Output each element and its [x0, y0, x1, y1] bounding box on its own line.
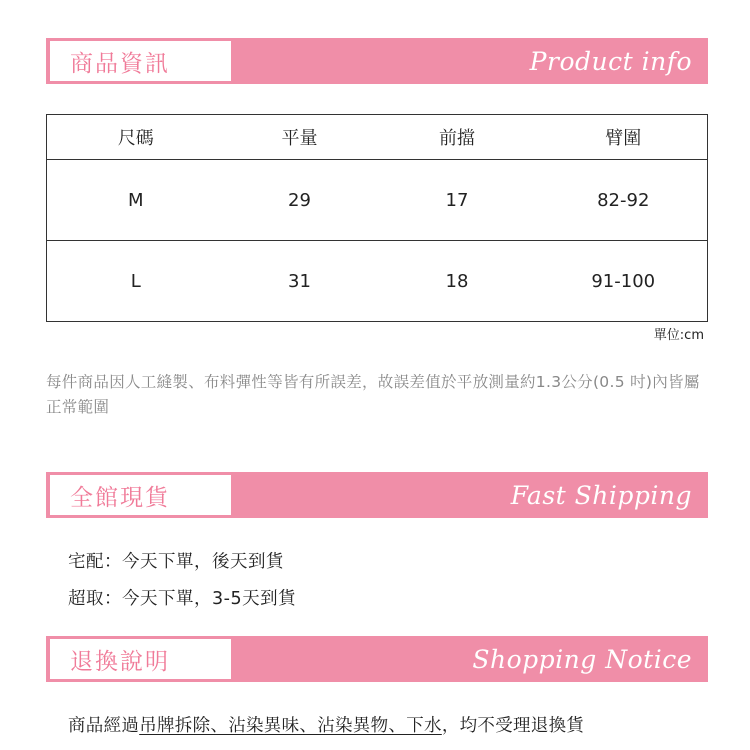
- measurement-note: 每件商品因人工縫製、布料彈性等皆有所誤差，故誤差值於平放測量約1.3公分(0.5 吋)內皆屬正常範圍: [46, 373, 700, 416]
- notice-banner: [46, 636, 708, 682]
- cell-hip: 91-100: [591, 270, 656, 292]
- shipping-script-label: Fast Shipping: [510, 480, 692, 510]
- product-info-title: 商品資訊: [50, 41, 231, 81]
- product-info-script-label: Product info: [529, 46, 692, 76]
- shipping-title: 全館現貨: [50, 475, 231, 515]
- return-policy-text: [68, 712, 584, 737]
- unit-label: 單位:cm: [653, 328, 704, 343]
- cell-front-rise: 18: [445, 270, 469, 292]
- cell-width: 31: [288, 270, 311, 292]
- table-row: [47, 241, 708, 322]
- header-front-rise: 前擋: [375, 115, 540, 160]
- cell-size: M: [47, 160, 225, 241]
- product-info-banner: [46, 38, 708, 84]
- cell-hip: 82-92: [540, 160, 708, 241]
- return-policy-prefix: 商品經過: [68, 716, 140, 736]
- header-width: 平量: [225, 115, 375, 160]
- shipping-banner: [46, 472, 708, 518]
- header-hip: 臂圍: [540, 115, 708, 160]
- notice-script-label: Shopping Notice: [472, 644, 692, 674]
- table-header-row: [47, 115, 708, 160]
- notice-title: 退換說明: [50, 639, 231, 679]
- cell-width: 29: [225, 160, 375, 241]
- cell-front-rise: 17: [375, 160, 540, 241]
- cell-size: L: [130, 270, 141, 292]
- store-pickup-info: 超取：今天下單，3-5天到貨: [68, 589, 297, 609]
- table-row: [47, 160, 708, 241]
- home-delivery-info: 宅配：今天下單，後天到貨: [68, 552, 284, 572]
- header-size: 尺碼: [47, 115, 225, 160]
- return-policy-suffix: ，均不受理退換貨: [441, 716, 585, 736]
- size-table: [46, 114, 708, 322]
- return-policy-conditions: 吊牌拆除、沾染異味、沾染異物、下水: [139, 716, 442, 736]
